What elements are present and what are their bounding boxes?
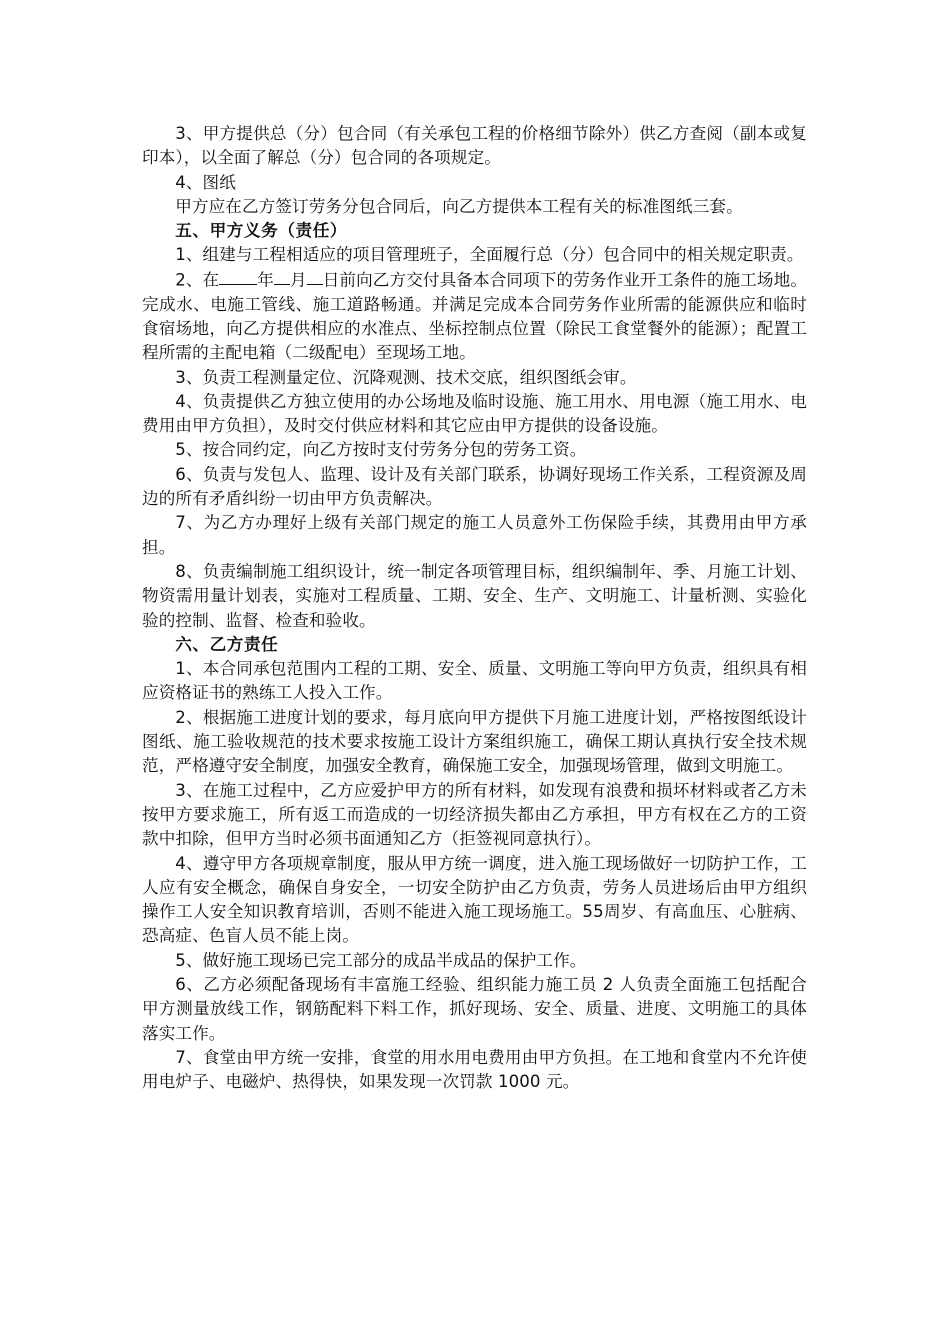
year-label: 年 xyxy=(257,270,274,290)
paragraph-party-a-4: 4、图纸 xyxy=(175,172,236,192)
day-blank xyxy=(307,268,323,286)
month-label: 月 xyxy=(289,270,307,290)
paragraph-responsibility-2: 2、根据施工进度计划的要求，每月底向甲方提供下月施工进度计划，严格按图纸设计图纸、施工验收规范的技术要求按施工设计方案组织施工，确保工期认真执行安全技术规范，严格遵守安全制度，加强安全教育，确保施工安全，加强现场管理，做到文明施工。 xyxy=(142,707,807,776)
day-label: 日前向乙方交付具备本合同项下的劳务作业开工条件的施工场地。完成水、电施工管线、施工道路畅通。并满足完成本合同劳务作业所需的能源供应和临时食宿场地，向乙方提供相应的水准点、坐标控制点位置（除民工食堂餐外的能源）；配置工程所需的主配电箱（二级配电）至现场工地。 xyxy=(142,270,808,363)
paragraph-obligation-2 xyxy=(142,268,807,366)
paragraph-obligation-3: 3、负责工程测量定位、沉降观测、技术交底，组织图纸会审。 xyxy=(175,367,637,387)
paragraph-obligation-8: 8、负责编制施工组织设计，统一制定各项管理目标，组织编制年、季、月施工计划、物资需用量计划表，实施对工程质量、工期、安全、生产、文明施工、计量析测、实验化验的控制、监督、检查和验收。 xyxy=(142,561,807,630)
section-heading-party-b-responsibilities: 六、乙方责任 xyxy=(175,634,279,654)
paragraph-party-a-3: 3、甲方提供总（分）包合同（有关承包工程的价格细节除外）供乙方查阅（副本或复印本），以全面了解总（分）包合同的各项规定。 xyxy=(142,124,807,168)
paragraph-responsibility-4: 4、遵守甲方各项规章制度，服从甲方统一调度，进入施工现场做好一切防护工作，工人应有安全概念，确保自身安全，一切安全防护由乙方负责，劳务人员进场后由甲方组织操作工人安全知识教育培训，否则不能进入施工现场施工。55周岁、有高血压、心脏病、恐高症、色盲人员不能上岗。 xyxy=(142,853,807,946)
paragraph-obligation-1: 1、组建与工程相适应的项目管理班子，全面履行总（分）包合同中的相关规定职责。 xyxy=(175,245,804,265)
paragraph-drawings: 甲方应在乙方签订劳务分包合同后，向乙方提供本工程有关的标准图纸三套。 xyxy=(175,196,743,216)
paragraph-obligation-4: 4、负责提供乙方独立使用的办公场地及临时设施、施工用水、用电源（施工用水、电费用由甲方负担），及时交付供应材料和其它应由甲方提供的设备设施。 xyxy=(142,391,807,436)
paragraph-obligation-5: 5、按合同约定，向乙方按时支付劳务分包的劳务工资。 xyxy=(175,440,587,460)
month-blank xyxy=(274,268,290,286)
section-heading-party-a-obligations: 五、甲方义务（责任） xyxy=(175,221,348,241)
paragraph-responsibility-1: 1、本合同承包范围内工程的工期、安全、质量、文明施工等向甲方负责，组织具有相应资格证书的熟练工人投入工作。 xyxy=(142,659,807,703)
paragraph-responsibility-3: 3、在施工过程中，乙方应爱护甲方的所有材料，如发现有浪费和损坏材料或者乙方未按甲方要求施工，所有返工而造成的一切经济损失都由乙方承担，甲方有权在乙方的工资款中扣除，但甲方当时必须书面通知乙方（拒签视同意执行）。 xyxy=(142,780,807,849)
year-blank xyxy=(219,268,257,286)
paragraph-responsibility-6: 6、乙方必须配备现场有丰富施工经验、组织能力施工员 2 人负责全面施工包括配合甲方测量放线工作，钢筋配料下料工作，抓好现场、安全、质量、进度、文明施工的具体落实工作。 xyxy=(142,974,807,1043)
paragraph-obligation-6: 6、负责与发包人、监理、设计及有关部门联系，协调好现场工作关系，工程资源及周边的所有矛盾纠纷一切由甲方负责解决。 xyxy=(142,464,807,509)
paragraph-responsibility-7: 7、食堂由甲方统一安排，食堂的用水用电费用由甲方负担。在工地和食堂内不允许使用电炉子、电磁炉、热得快，如果发现一次罚款 1000 元。 xyxy=(142,1047,807,1092)
paragraph-obligation-7: 7、为乙方办理好上级有关部门规定的施工人员意外工伤保险手续，其费用由甲方承担。 xyxy=(142,513,807,557)
document-body xyxy=(142,122,807,1094)
paragraph-responsibility-5: 5、做好施工现场已完工部分的成品半成品的保护工作。 xyxy=(175,950,587,970)
obligation-2-prefix: 2、在 xyxy=(175,270,220,290)
